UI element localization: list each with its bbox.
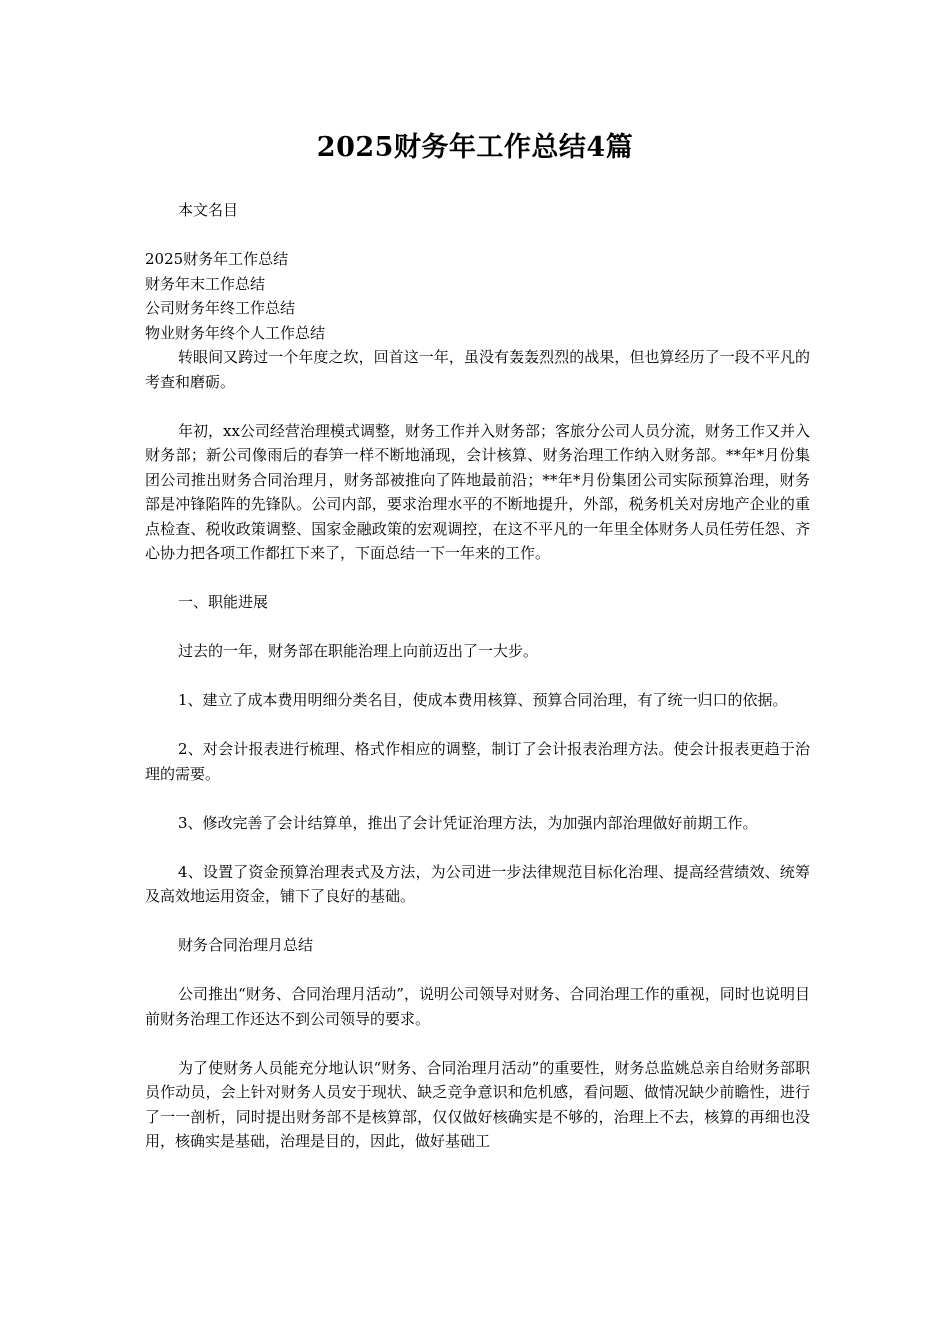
paragraph: 为了使财务人员能充分地认识“财务、合同治理月活动”的重要性，财务总监姚总亲自给财务部职员作动员，会上针对财务人员安于现状、缺乏竞争意识和危机感，看问题、做情况缺少前瞻性，进行了一一剖析，同时提出财务部不是核算部，仅仅做好核确实是不够的，治理上不去，核算的再细也没用，核确实是基础，治理是目的，因此，做好基础工	[145, 1058, 810, 1150]
list-item: 4、设置了资金预算治理表式及方法，为公司进一步法律规范目标化治理、提高经营绩效、统筹及高效地运用资金，铺下了良好的基础。	[145, 862, 810, 905]
toc-item: 物业财务年终个人工作总结	[145, 323, 326, 342]
paragraph-intro: 转眼间又跨过一个年度之坎，回首这一年，虽没有轰轰烈烈的战果，但也算经历了一段不平凡的考查和磨砺。	[145, 348, 810, 391]
list-item: 2、对会计报表进行梳理、格式作相应的调整，制订了会计报表治理方法。使会计报表更趋于治理的需要。	[145, 740, 810, 783]
list-item: 1、建立了成本费用明细分类名目，使成本费用核算、预算合同治理，有了统一归口的依据。	[178, 691, 788, 709]
document-title: 2025财务年工作总结4篇	[316, 132, 634, 163]
toc-heading: 本文名目	[178, 201, 239, 219]
paragraph: 公司推出“财务、合同治理月活动”，说明公司领导对财务、合同治理工作的重视，同时也说明目前财务治理工作还达不到公司领导的要求。	[145, 985, 810, 1028]
toc-item: 财务年末工作总结	[145, 274, 266, 293]
section-heading: 财务合同治理月总结	[178, 936, 314, 954]
section-heading: 一、职能进展	[178, 593, 269, 611]
table-of-contents	[145, 247, 810, 345]
list-item: 3、修改完善了会计结算单，推出了会计凭证治理方法，为加强内部治理做好前期工作。	[178, 813, 758, 832]
document-body	[145, 198, 810, 1154]
paragraph: 过去的一年，财务部在职能治理上向前迈出了一大步。	[178, 642, 539, 660]
paragraph-overview: 年初，xx公司经营治理模式调整，财务工作并入财务部；客旅分公司人员分流，财务工作又并入财务部；新公司像雨后的春笋一样不断地涌现，会计核算、财务治理工作纳入财务部。**年*月份集团公司推出财务合同治理月，财务部被推向了阵地最前沿；**年*月份集团公司实际预算治理，财务部是冲锋陷阵的先锋队。公司内部，要求治理水平的不断地提升，外部，税务机关对房地产企业的重点检查、税收政策调整、国家金融政策的宏观调控，在这不平凡的一年里全体财务人员任劳任怨、齐心协力把各项工作都扛下来了，下面总结一下一年来的工作。	[145, 421, 810, 562]
toc-item: 公司财务年终工作总结	[145, 299, 296, 317]
toc-item: 2025财务年工作总结	[145, 250, 289, 268]
